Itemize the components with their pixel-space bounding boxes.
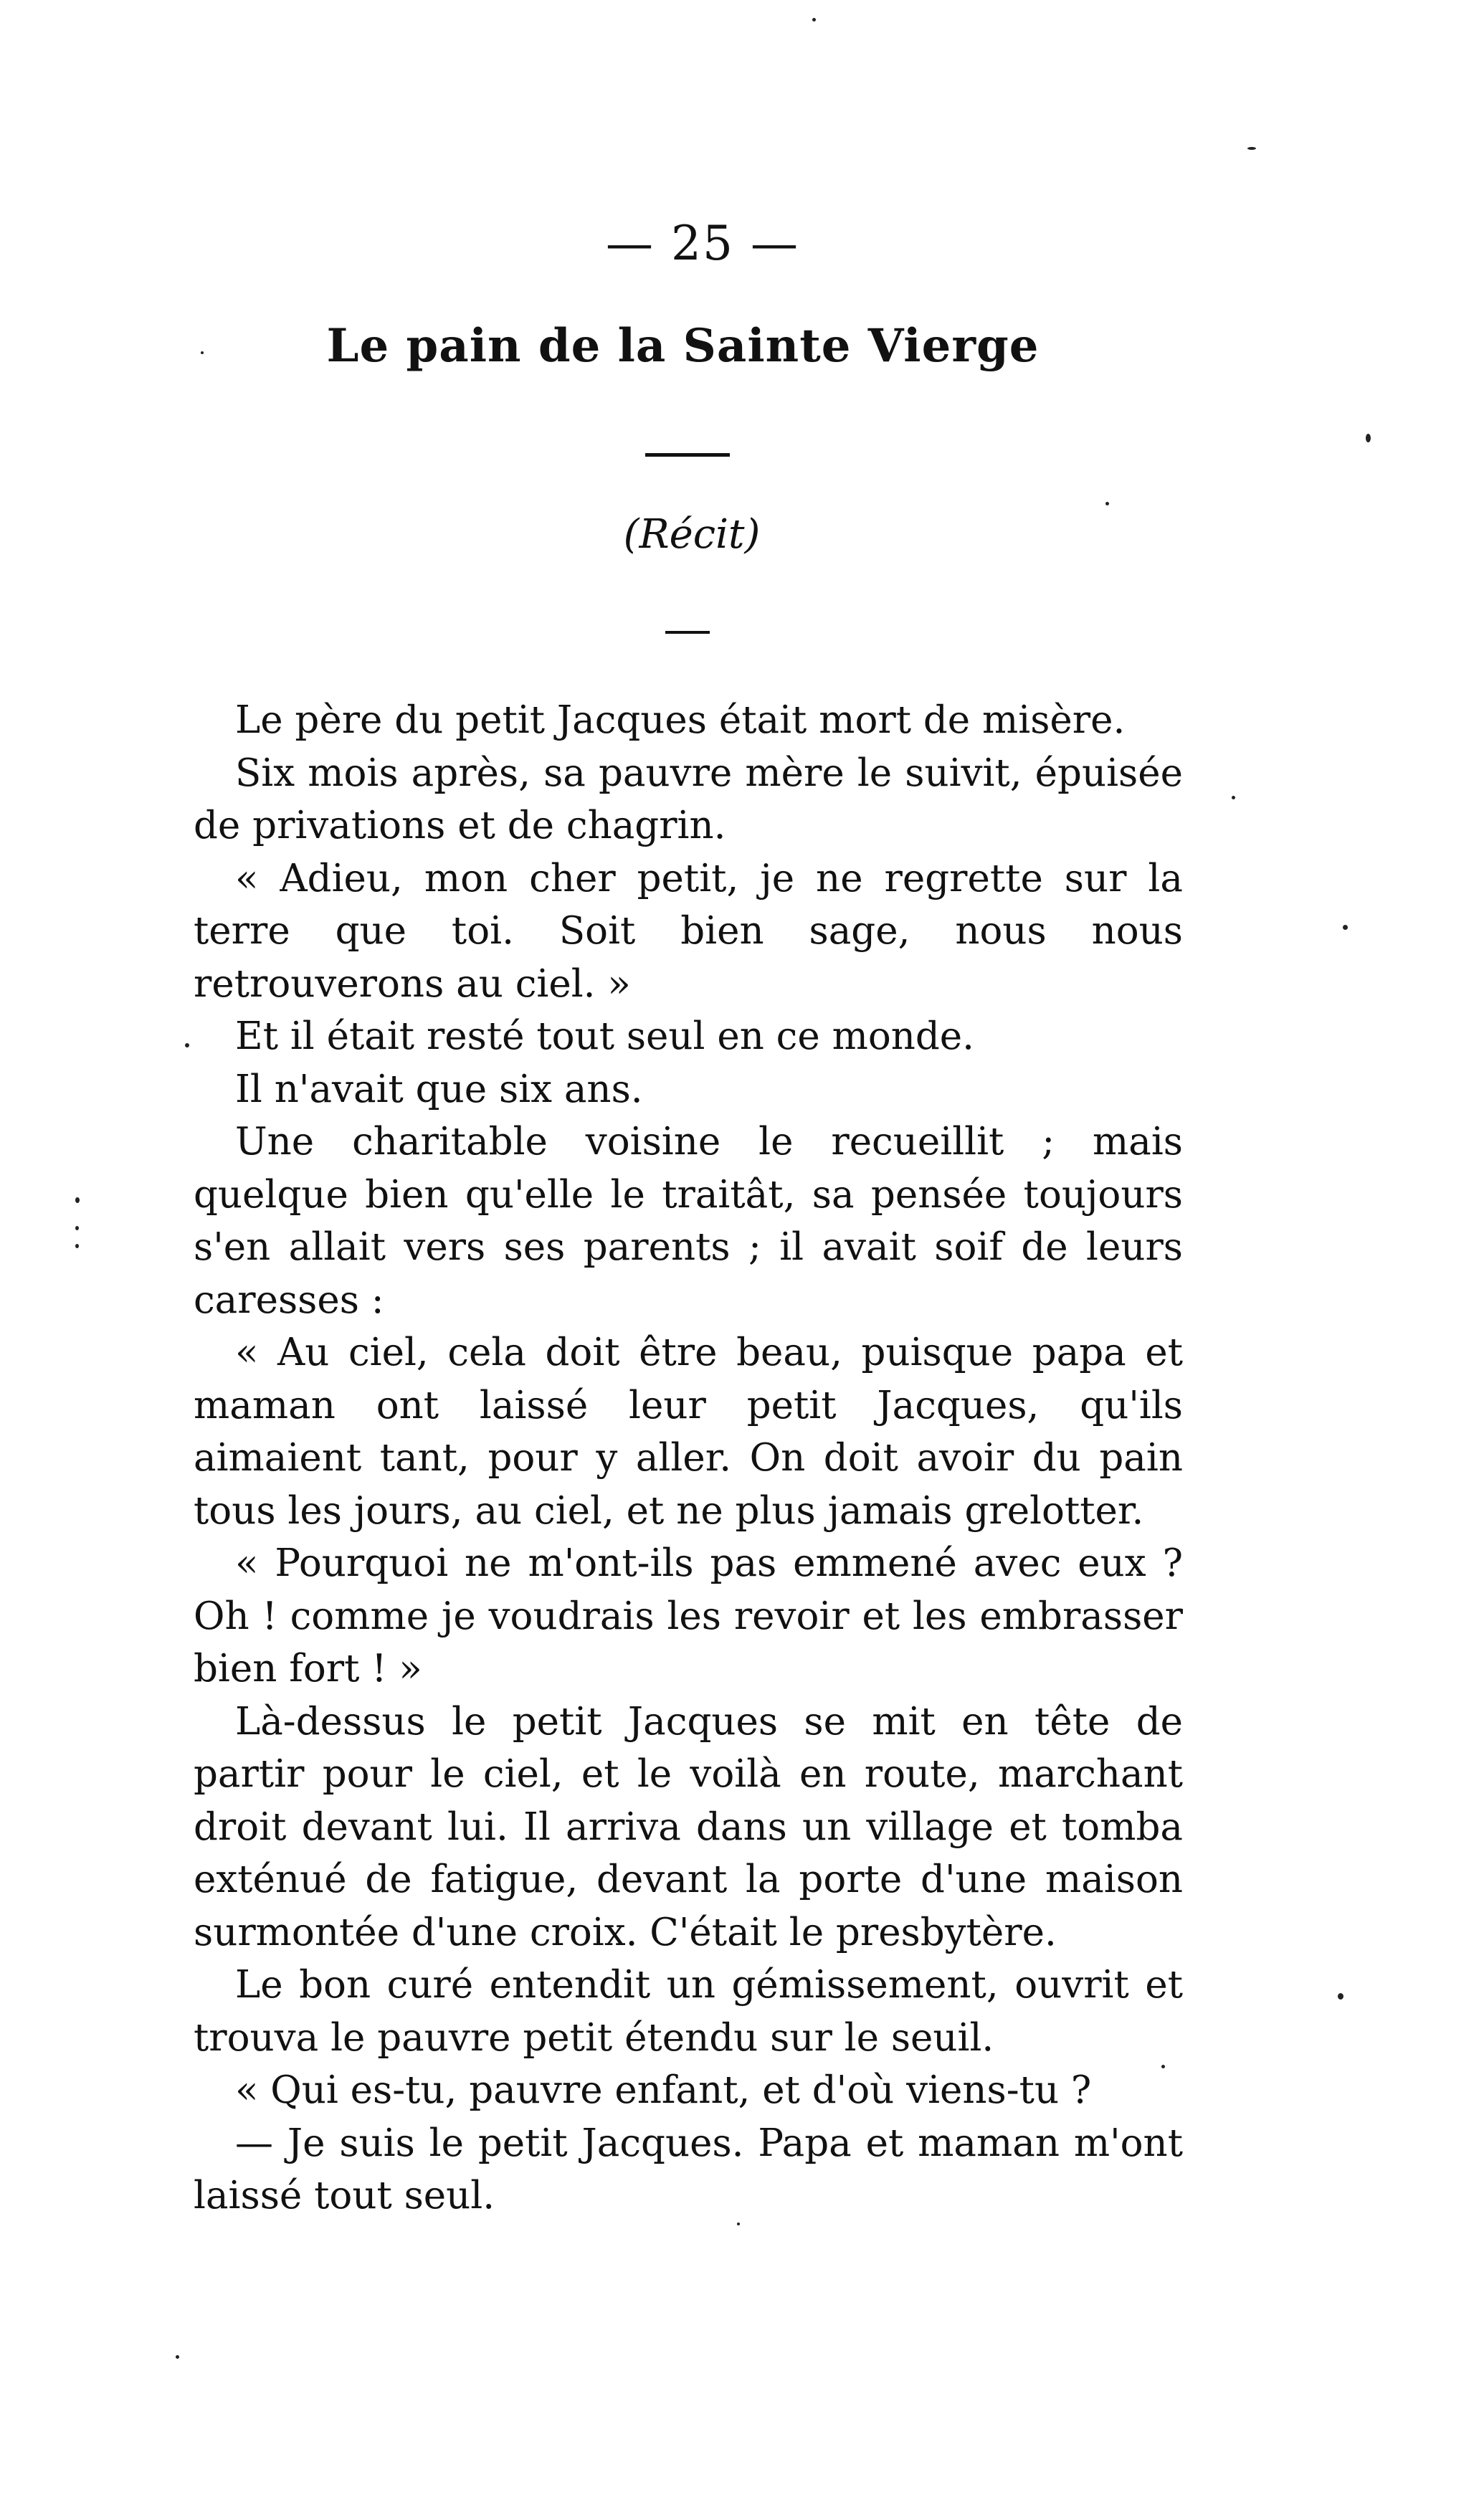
scan-speck: [737, 2223, 740, 2225]
scan-speck: [1247, 147, 1256, 150]
scan-speck: [812, 18, 816, 22]
scan-speck: [1232, 796, 1235, 799]
paragraph: Une charitable voisine le recueillit ; mais quelque bien qu'elle le traitât, sa pensée toujours s'en allait vers ses parents ; il avait soif de leurs caresses :: [194, 1120, 1183, 1322]
subtitle-divider: [665, 631, 710, 634]
body-text: [194, 694, 1183, 2223]
paragraph: « Qui es-tu, pauvre enfant, et d'où viens-tu ?: [235, 2068, 1092, 2112]
page-number: — 25 —: [606, 216, 799, 271]
scan-speck: [1161, 2065, 1165, 2068]
scan-speck: [201, 351, 204, 354]
page-subtitle: (Récit): [623, 511, 761, 558]
scan-speck: [1338, 1993, 1343, 2000]
paragraph: Le bon curé entendit un gémissement, ouvrit et trouva le pauvre petit étendu sur le seuil.: [194, 1963, 1183, 2060]
title-divider: [645, 453, 730, 457]
paragraph: Il n'avait que six ans.: [235, 1067, 643, 1111]
paragraph: Et il était resté tout seul en ce monde.: [235, 1014, 975, 1058]
paragraph: Six mois après, sa pauvre mère le suivit, épuisée de privations et de chagrin.: [194, 751, 1183, 847]
paragraph: Le père du petit Jacques était mort de misère.: [235, 698, 1126, 742]
paragraph: « Au ciel, cela doit être beau, puisque papa et maman ont laissé leur petit Jacques, qu'ils aimaient tant, pour y aller. On doit avoir du pain tous les jours, au ciel, et ne plus jamais grelotter.: [194, 1331, 1183, 1533]
paragraph: « Adieu, mon cher petit, je ne regrette sur la terre que toi. Soit bien sage, nous nous retrouverons au ciel. »: [194, 856, 1183, 1006]
scan-speck: [185, 1043, 189, 1047]
scan-speck: [75, 1226, 79, 1230]
scan-speck: [176, 2355, 179, 2359]
scan-speck: [75, 1197, 80, 1203]
paragraph: Là-dessus le petit Jacques se mit en tête de partir pour le ciel, et le voilà en route, marchant droit devant lui. Il arriva dans un village et tomba exténué de fatigue, devant la porte d'une maison surmontée d'une croix. C'était le presbytère.: [194, 1699, 1183, 1954]
paragraph: « Pourquoi ne m'ont-ils pas emmené avec eux ? Oh ! comme je voudrais les revoir et les embrasser bien fort ! »: [194, 1541, 1183, 1691]
scan-speck: [1366, 434, 1371, 442]
scan-speck: [1343, 925, 1348, 930]
page-title: Le pain de la Sainte Vierge: [326, 319, 1040, 373]
scan-speck: [75, 1244, 79, 1248]
scan-speck: [1105, 502, 1109, 505]
paragraph: — Je suis le petit Jacques. Papa et maman m'ont laissé tout seul.: [194, 2121, 1183, 2218]
